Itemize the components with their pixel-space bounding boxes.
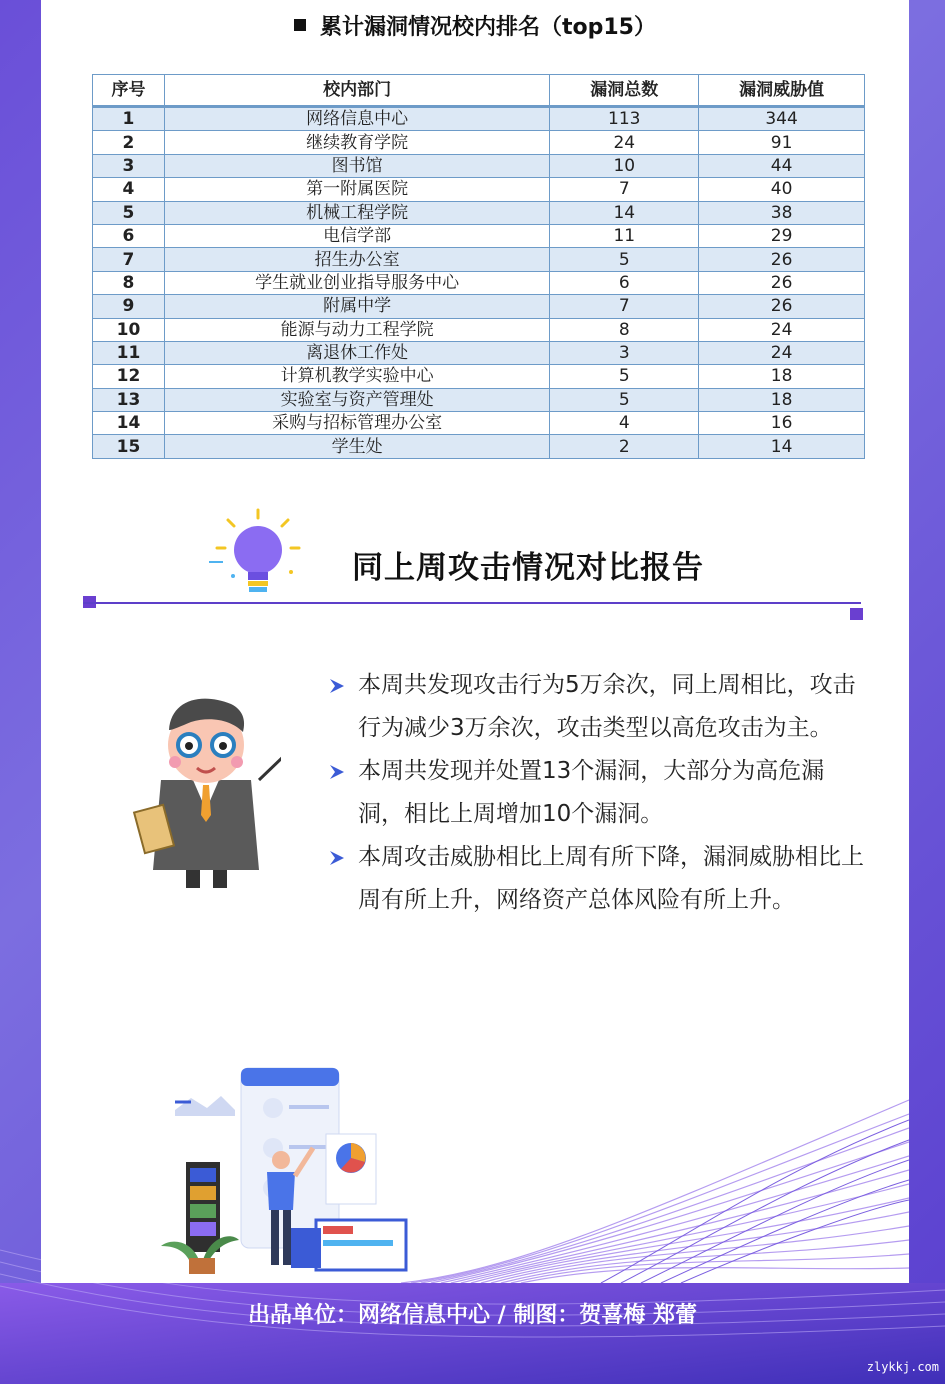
section-header: [83, 506, 863, 616]
cell-vuln-total: 7: [550, 178, 699, 201]
cell-department: 计算机教学实验中心: [164, 365, 549, 388]
cell-index: 8: [93, 271, 165, 294]
cell-vuln-total: 8: [550, 318, 699, 341]
teacher-illustration: [131, 690, 281, 890]
cell-index: 13: [93, 388, 165, 411]
rule-right-marker: [850, 608, 863, 620]
section-rule: [83, 602, 861, 604]
cell-department: 附属中学: [164, 295, 549, 318]
content-panel: [41, 0, 909, 1283]
cell-threat-value: 24: [699, 318, 865, 341]
bullet-item: [328, 664, 868, 750]
table-row: [93, 131, 865, 154]
cell-threat-value: 29: [699, 224, 865, 247]
cell-threat-value: 16: [699, 412, 865, 435]
cell-department: 图书馆: [164, 154, 549, 177]
cell-vuln-total: 2: [550, 435, 699, 458]
ranking-title-text: 累计漏洞情况校内排名（top15）: [320, 15, 656, 40]
table-row: [93, 201, 865, 224]
cell-threat-value: 40: [699, 178, 865, 201]
cell-threat-value: 44: [699, 154, 865, 177]
cell-department: 招生办公室: [164, 248, 549, 271]
table-row: [93, 154, 865, 177]
table-row: [93, 271, 865, 294]
cell-threat-value: 26: [699, 248, 865, 271]
header-department: 校内部门: [164, 75, 549, 107]
cell-threat-value: 18: [699, 388, 865, 411]
cell-threat-value: 38: [699, 201, 865, 224]
cell-index: 11: [93, 341, 165, 364]
cell-vuln-total: 4: [550, 412, 699, 435]
cell-threat-value: 91: [699, 131, 865, 154]
bullet-text: 本周共发现并处置13个漏洞，大部分为高危漏洞，相比上周增加10个漏洞。: [358, 758, 825, 827]
table-row: [93, 388, 865, 411]
bullet-item: [328, 836, 868, 922]
cell-threat-value: 344: [699, 107, 865, 131]
section-title: 同上周攻击情况对比报告: [352, 550, 704, 586]
cell-vuln-total: 5: [550, 365, 699, 388]
arrow-bullet-icon: [328, 849, 346, 867]
cell-index: 10: [93, 318, 165, 341]
cell-vuln-total: 5: [550, 248, 699, 271]
table-header-row: [93, 75, 865, 107]
table-row: [93, 248, 865, 271]
arrow-bullet-icon: [328, 677, 346, 695]
cell-department: 机械工程学院: [164, 201, 549, 224]
cell-index: 9: [93, 295, 165, 318]
cell-index: 4: [93, 178, 165, 201]
lightbulb-icon: [203, 506, 313, 606]
cell-department: 网络信息中心: [164, 107, 549, 131]
footer-credits: 出品单位：网络信息中心 / 制图：贺喜梅 郑蕾: [247, 1303, 697, 1328]
cell-index: 3: [93, 154, 165, 177]
cell-vuln-total: 11: [550, 224, 699, 247]
cell-department: 离退休工作处: [164, 341, 549, 364]
table-row: [93, 341, 865, 364]
cell-threat-value: 24: [699, 341, 865, 364]
bullet-text: 本周共发现攻击行为5万余次，同上周相比，攻击行为减少3万余次，攻击类型以高危攻击为主。: [358, 672, 856, 741]
cell-vuln-total: 5: [550, 388, 699, 411]
cell-index: 2: [93, 131, 165, 154]
cell-threat-value: 26: [699, 295, 865, 318]
cell-vuln-total: 6: [550, 271, 699, 294]
cell-department: 学生处: [164, 435, 549, 458]
bullet-text: 本周攻击威胁相比上周有所下降，漏洞威胁相比上周有所上升，网络资产总体风险有所上升。: [358, 844, 864, 913]
cell-index: 15: [93, 435, 165, 458]
cell-vuln-total: 24: [550, 131, 699, 154]
table-row: [93, 412, 865, 435]
cell-threat-value: 18: [699, 365, 865, 388]
cell-department: 实验室与资产管理处: [164, 388, 549, 411]
table-row: [93, 318, 865, 341]
cell-vuln-total: 14: [550, 201, 699, 224]
data-analysis-illustration: [141, 1060, 441, 1275]
square-bullet-icon: [294, 19, 306, 31]
wave-lines-decoration: [401, 1090, 909, 1283]
cell-department: 继续教育学院: [164, 131, 549, 154]
table-row: [93, 365, 865, 388]
bullet-list: [328, 664, 868, 922]
cell-vuln-total: 7: [550, 295, 699, 318]
cell-vuln-total: 3: [550, 341, 699, 364]
table-row: [93, 435, 865, 458]
watermark: zlykkj.com: [866, 1360, 939, 1374]
cell-department: 电信学部: [164, 224, 549, 247]
cell-index: 1: [93, 107, 165, 131]
cell-index: 12: [93, 365, 165, 388]
bullet-item: [328, 750, 868, 836]
cell-department: 采购与招标管理办公室: [164, 412, 549, 435]
arrow-bullet-icon: [328, 763, 346, 781]
header-vuln-total: 漏洞总数: [550, 75, 699, 107]
ranking-table: [92, 74, 865, 459]
cell-threat-value: 14: [699, 435, 865, 458]
cell-index: 5: [93, 201, 165, 224]
cell-vuln-total: 113: [550, 107, 699, 131]
table-row: [93, 224, 865, 247]
cell-threat-value: 26: [699, 271, 865, 294]
header-index: 序号: [93, 75, 165, 107]
cell-department: 学生就业创业指导服务中心: [164, 271, 549, 294]
cell-vuln-total: 10: [550, 154, 699, 177]
cell-index: 7: [93, 248, 165, 271]
table-row: [93, 295, 865, 318]
cell-department: 能源与动力工程学院: [164, 318, 549, 341]
header-threat-value: 漏洞威胁值: [699, 75, 865, 107]
table-row: [93, 107, 865, 131]
cell-index: 14: [93, 412, 165, 435]
cell-department: 第一附属医院: [164, 178, 549, 201]
cell-index: 6: [93, 224, 165, 247]
ranking-title: [41, 10, 909, 41]
table-row: [93, 178, 865, 201]
